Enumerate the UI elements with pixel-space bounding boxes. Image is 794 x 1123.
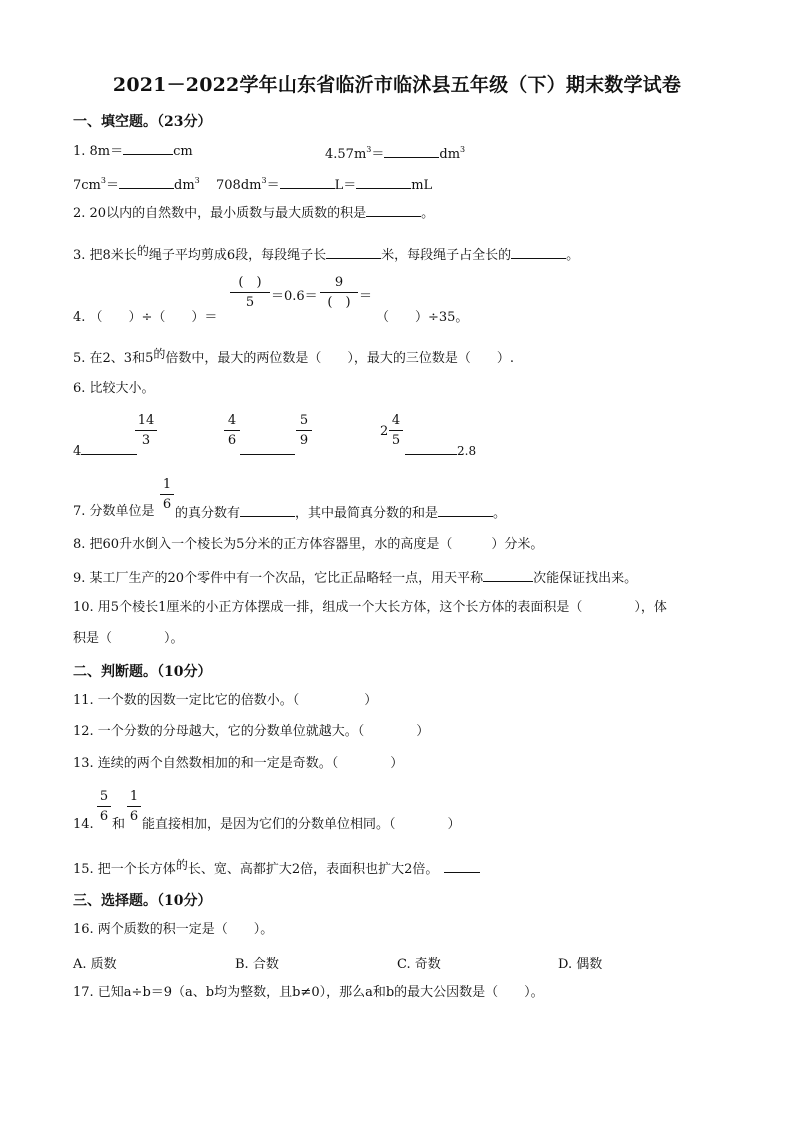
answer-blank[interactable] bbox=[405, 442, 457, 455]
section-heading-fill-blank: 一、填空题。（23分） bbox=[73, 114, 212, 130]
answer-blank[interactable] bbox=[240, 442, 295, 455]
question-6: 6. 比较大小。 bbox=[73, 381, 155, 396]
compare-1: 4 bbox=[73, 442, 137, 460]
answer-blank[interactable] bbox=[240, 504, 295, 517]
section-heading-true-false: 二、判断题。（10分） bbox=[73, 664, 212, 680]
option-d[interactable]: D. 偶数 bbox=[558, 957, 603, 972]
answer-blank[interactable] bbox=[444, 860, 480, 873]
mixed-number-whole: 2 bbox=[380, 424, 389, 439]
question-14-text: 能直接相加，是因为它们的分数单位相同。（ ） bbox=[142, 817, 461, 832]
question-3: 3. 把8米长的绳子平均剪成6段，每段绳子长 米，每段绳子占全长的 。 bbox=[73, 244, 580, 263]
equation-text: ＝0.6＝ bbox=[271, 289, 318, 304]
answer-blank[interactable] bbox=[366, 204, 421, 217]
question-13: 13. 连续的两个自然数相加的和一定是奇数。（ ） bbox=[73, 756, 404, 771]
answer-blank[interactable] bbox=[438, 504, 493, 517]
question-17: 17. 已知a÷b＝9（a、b均为整数，且b≠0），那么a和b的最大公因数是（ ）。 bbox=[73, 985, 544, 1000]
answer-blank[interactable] bbox=[384, 145, 439, 158]
fraction: 9 ( ) bbox=[320, 276, 358, 310]
fraction: 5 6 bbox=[97, 790, 111, 824]
question-12: 12. 一个分数的分母越大，它的分数单位就越大。（ ） bbox=[73, 724, 430, 739]
question-14: 14. bbox=[73, 817, 94, 832]
answer-blank[interactable] bbox=[326, 246, 381, 259]
question-1c: $7cm^3= dm^3$ bbox=[73, 176, 200, 193]
question-1d: $708dm^3= L=$ mL bbox=[216, 176, 433, 193]
fraction: 1 6 bbox=[160, 478, 174, 512]
question-7: 7. 分数单位是 bbox=[73, 504, 155, 519]
question-2: 2. 20以内的自然数中，最小质数与最大质数的积是 。 bbox=[73, 206, 435, 221]
question-11: 11. 一个数的因数一定比它的倍数小。（ ） bbox=[73, 693, 378, 708]
question-1a: 1. 8m＝ cm bbox=[73, 144, 193, 159]
question-1b: $4.57m^3= dm^3$ bbox=[325, 145, 466, 162]
question-5: 5. 在2、3和5的倍数中，最大的两位数是（ ），最大的三位数是（ ）. bbox=[73, 347, 515, 366]
answer-blank[interactable] bbox=[123, 142, 173, 155]
fraction: 1 6 bbox=[127, 790, 141, 824]
answer-blank[interactable] bbox=[81, 442, 137, 455]
question-4: 4. （ ）÷（ ）＝ bbox=[73, 310, 218, 325]
exam-page: 2021－2022学年山东省临沂市临沭县五年级（下）期末数学试卷 一、填空题。（23分） 1. 8m＝ cm $4.57m^3= dm^3$ $7cm^3= dm^3$ $708dm^3= L=$ mL 2. 20以内的自然数中，最小质数与最大质数的积是 。 3. 把8米长的绳子平均剪成6段，每段绳子长 米，每段绳子占全长的 。 4. （ ）÷（ ）＝ ( ) 5 ＝0.6＝ 9 ( ) ＝ （ ）÷35。 5. 在2、3和5的倍数中，最大的两位数是（ ），最大的三位数是（ ）. 6. 比较大小。 4 14 3 4 6 5 9 2 4 5 2.8 7. 分数单位是 1 6 的真分数有 ，其中最简真分数的和是 。 8. 把60升水倒入一个棱长为5分米的正方体容器里，水的高度是（ ）分米。 9. 某工厂生产的20个零件中有一个次品，它比正品略轻一点，用天平称 次能保证找出来。 10. 用5个棱长1厘米的小正方体摆成一排，组成一个大长方体，这个长方体的表面积是（ ），体 积是（ ）。 二、判断题。（10分） 11. 一个数的因数一定比它的倍数小。（ ） 12. 一个分数的分母越大，它的分数单位就越大。（ ） 13. 连续的两个自然数相加的和一定是奇数。（ ） 14. 5 6 和 1 6 能直接相加，是因为它们的分数单位相同。（ ） 15. 把一个长方体的长、宽、高都扩大2倍，表面积也扩大2倍。 三、选择题。（10分） 16. 两个质数的积一定是（ ）。 A. 质数 B. 合数 C. 奇数 D. 偶数 17. 已知a÷b＝9（a、b均为整数，且b≠0），那么a和b的最大公因数是（ ）。 bbox=[0, 0, 794, 1123]
fraction: 4 5 bbox=[389, 414, 403, 448]
question-10-line2: 积是（ ）。 bbox=[73, 631, 184, 646]
answer-blank[interactable] bbox=[280, 176, 335, 189]
answer-blank[interactable] bbox=[483, 569, 533, 582]
fraction: 14 3 bbox=[135, 414, 157, 448]
section-heading-multiple-choice: 三、选择题。（10分） bbox=[73, 893, 212, 909]
fraction: 5 9 bbox=[296, 414, 312, 448]
equation-text: （ ）÷35。 bbox=[376, 310, 469, 325]
answer-blank[interactable] bbox=[511, 246, 566, 259]
option-a[interactable]: A. 质数 bbox=[73, 957, 117, 972]
answer-blank[interactable] bbox=[356, 176, 411, 189]
connector-text: 和 bbox=[112, 817, 126, 832]
question-15: 15. 把一个长方体的长、宽、高都扩大2倍，表面积也扩大2倍。 bbox=[73, 857, 480, 878]
option-b[interactable]: B. 合数 bbox=[235, 957, 279, 972]
fraction: 4 6 bbox=[224, 414, 240, 448]
question-9: 9. 某工厂生产的20个零件中有一个次品，它比正品略轻一点，用天平称 次能保证找出来。 bbox=[73, 571, 638, 586]
option-c[interactable]: C. 奇数 bbox=[397, 957, 441, 972]
fraction: ( ) 5 bbox=[230, 276, 270, 310]
question-10-line1: 10. 用5个棱长1厘米的小正方体摆成一排，组成一个大长方体，这个长方体的表面积是（ ），体 bbox=[73, 600, 667, 615]
page-title: 2021－2022学年山东省临沂市临沭县五年级（下）期末数学试卷 bbox=[112, 74, 682, 96]
answer-blank[interactable] bbox=[119, 176, 174, 189]
equation-text: ＝ bbox=[359, 289, 373, 304]
question-8: 8. 把60升水倒入一个棱长为5分米的正方体容器里，水的高度是（ ）分米。 bbox=[73, 537, 544, 552]
question-16: 16. 两个质数的积一定是（ ）。 bbox=[73, 922, 274, 937]
